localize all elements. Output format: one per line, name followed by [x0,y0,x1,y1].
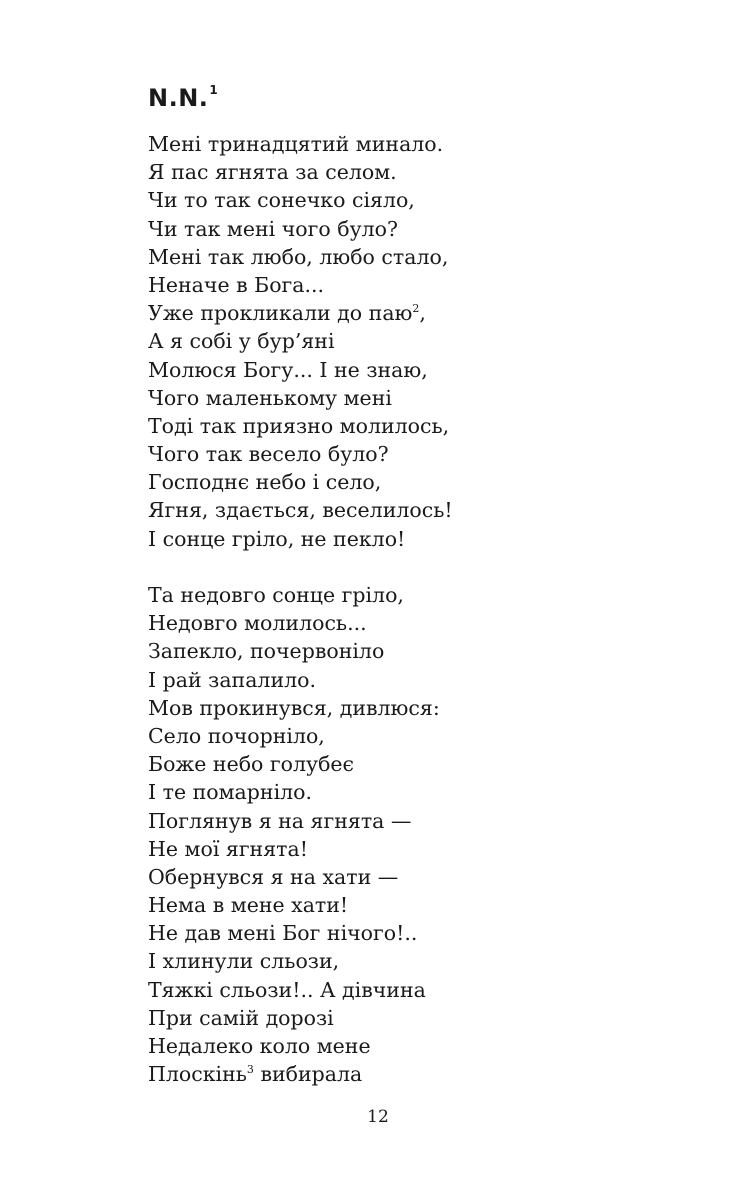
stanza-2 [148,581,453,1088]
poem-title [148,74,218,114]
poem-line: Тяжкі сльози!.. А дівчина [148,977,426,1002]
poem-line: Запекло, почервоніло [148,639,385,664]
poem-line: І рай запалило. [148,667,316,692]
poem-line: Недалеко коло мене [148,1034,371,1058]
poem-line: Чого маленькому мені [148,385,392,410]
poem-line: Я пас ягнята за селом. [148,160,397,185]
poem-line: Не мої ягнята! [148,836,308,861]
poem-line: Нема в мене хати! [148,893,349,918]
poem-line-text: вибирала [253,1062,363,1087]
poem-line: Ягня, здається, веселилось! [148,498,453,523]
poem-line: Чого так весело було? [148,442,389,467]
stanza-1 [148,130,453,553]
poem-line: Обернувся я на хати — [148,864,399,889]
poem-line: Тоді так приязно молилось, [148,413,450,438]
poem-line: При самій дорозі [148,1005,334,1030]
poem-line: А я собі у бур’яні [148,329,335,354]
poem-line [148,1060,453,1088]
stanza-gap [148,553,453,581]
poem-line: Не дав мені Бог нічого!.. [148,921,418,946]
poem-line: Господнє небо і село, [148,470,382,495]
poem-line: Боже небо голубеє [148,752,355,777]
poem-line [148,299,453,327]
poem-line-text: , [419,301,426,326]
poem-title-text: N.N. [148,84,209,112]
poem-line: Чи то так сонечко сіяло, [148,188,415,213]
poem-line: І те помарніло. [148,780,312,805]
poem-line: Чи так мені чого було? [148,216,398,241]
footnote-marker: 3 [246,1063,254,1077]
poem-line: Молюся Богу... І не знаю, [148,357,428,382]
poem-line: Недовго молилось... [148,611,367,636]
page-number: 12 [367,1107,389,1127]
footnote-marker: 2 [412,302,420,316]
poem-line: Неначе в Бога... [148,272,325,297]
poem-line: І хлинули сльози, [148,949,340,974]
poem-line: Поглянув я на ягнята — [148,808,412,833]
footnote-marker: 1 [209,83,219,97]
poem-line: Мов прокинувся, дивлюся: [148,695,440,720]
poem-line: Мені так любо, любо стало, [148,244,449,269]
poem-line-text: Плоскінь [148,1062,247,1087]
poem-line-text: Уже прокликали до паю [148,301,413,326]
poem-line: Мені тринадцятий минало. [148,132,444,156]
poem-body [148,130,453,1088]
poem-line: Село почорніло, [148,723,325,748]
poem-line: Та недовго сонце гріло, [148,583,404,607]
poem-line: І сонце гріло, не пекло! [148,526,406,551]
